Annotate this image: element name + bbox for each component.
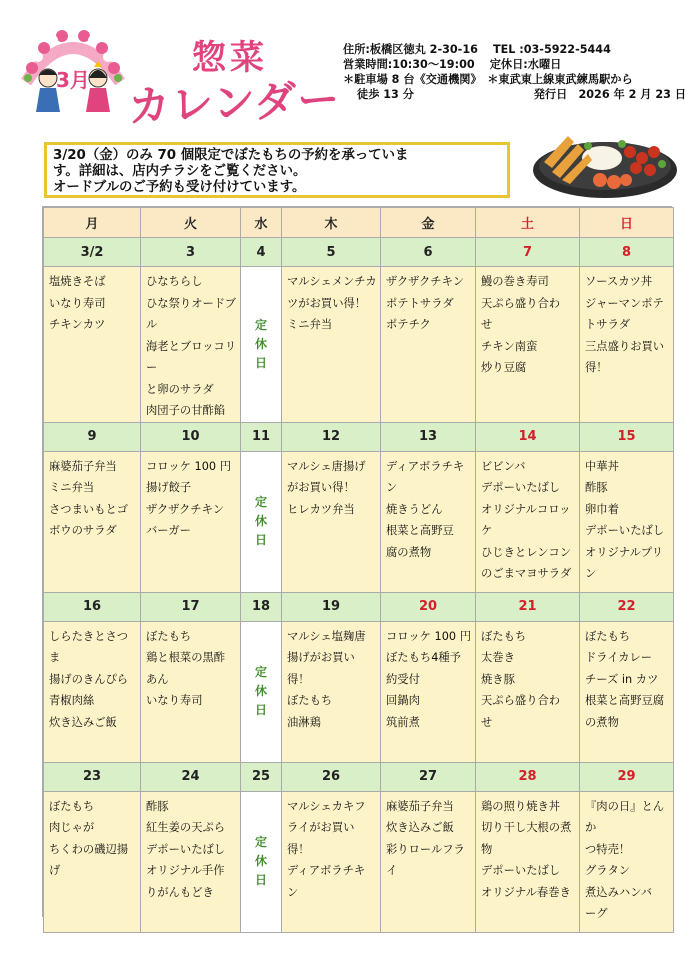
menu-item: ぼたもち: [481, 629, 527, 643]
menu-item: しらたきとさつま: [49, 629, 129, 664]
walk-line: [343, 87, 686, 102]
menu-item: 物: [481, 842, 493, 856]
date-number: 11: [241, 422, 282, 451]
menu-item: チーズ in カツ: [585, 672, 659, 686]
menu-item: がお買い得！: [287, 481, 355, 494]
date-number: 27: [381, 762, 476, 791]
menu-item: ザクザクチキン: [386, 275, 465, 288]
menu-cell: [476, 451, 580, 592]
date-number: 17: [141, 592, 241, 621]
menu-cell: [282, 621, 381, 762]
date-number: 19: [282, 592, 381, 621]
menu-item: ポテチク: [386, 318, 431, 331]
menu-item: つ特売！: [585, 842, 631, 856]
menu-item: 天ぷら盛り合わ: [481, 694, 561, 707]
menu-item: ひな祭りオードブ: [146, 296, 237, 310]
closed-day-label: 定休日: [254, 835, 267, 887]
menu-item: 肉じゃが: [49, 821, 95, 834]
menu-item: オリジナル手作: [146, 864, 225, 877]
menu-item: 天ぷら盛り合わ: [481, 296, 561, 310]
menu-item: 揚げのきんぴら: [49, 672, 129, 686]
weekday-tue: 火: [141, 208, 241, 238]
menu-cell: [282, 267, 381, 423]
menu-item: ひじきとレンコン: [481, 545, 572, 559]
menu-item: ぼたもち: [287, 694, 333, 707]
menu-cell: [44, 267, 141, 423]
menu-item: いなり寿司: [146, 694, 203, 707]
menu-item: オリジナルコロッ: [481, 502, 571, 516]
menu-item: 麻婆茄子弁当: [49, 459, 117, 473]
menu-item: あん: [146, 672, 169, 686]
menu-item: 三点盛りお買い: [585, 339, 665, 353]
menu-item: 回鍋肉: [386, 694, 420, 707]
menu-item: 腐の煮物: [386, 545, 432, 559]
menu-item: 煮込みハンバ: [585, 885, 652, 899]
calendar-body: [44, 238, 674, 933]
closed-day-cell: [241, 791, 282, 932]
notice-line: す。詳細は、店内チラシをご覧ください。: [53, 164, 307, 179]
date-number: 4: [241, 238, 282, 267]
menu-item: マルシェメンチカ: [287, 275, 377, 288]
menu-item: 青椒肉絲: [49, 694, 95, 707]
menu-item: ザクザクチキン: [146, 502, 225, 516]
menu-item: 酢豚: [585, 481, 608, 494]
menu-item: ドライカレー: [585, 651, 653, 664]
menu-item: ディアボラチキ: [386, 459, 465, 473]
weekday-header-row: [44, 208, 674, 238]
date-number: 13: [381, 422, 476, 451]
menu-cell: [44, 791, 141, 932]
menu-item: さつまいもとゴ: [49, 502, 129, 516]
menu-item: せ: [481, 318, 493, 331]
menu-cell: [476, 791, 580, 932]
menu-item: ル: [146, 318, 158, 331]
menu-item: ケ: [481, 524, 493, 537]
notice-line: 3/20（金）のみ 70 個限定でぼたもちの予約を承っていま: [53, 148, 409, 163]
date-row: [44, 592, 674, 621]
menu-item: ン: [287, 885, 299, 899]
menu-item: トサラダ: [585, 318, 631, 331]
menu-item: 鰻の巻き寿司: [481, 275, 549, 288]
menu-cell: [381, 791, 476, 932]
date-number: 3/2: [44, 238, 141, 267]
issue-date: 発行日 2026 年 2 月 23 日: [533, 88, 687, 101]
menu-cell: [141, 791, 241, 932]
menu-cell: [141, 451, 241, 592]
menu-item: げ: [49, 864, 61, 877]
menu-cell: [476, 267, 580, 423]
menu-item: デポーいたばし: [481, 864, 561, 877]
menu-row: [44, 267, 674, 423]
title-souzai: 惣菜: [192, 38, 268, 78]
menu-item: せ: [481, 715, 493, 729]
menu-item: ヒレカツ弁当: [287, 502, 355, 516]
menu-cell: [580, 621, 674, 762]
date-row: [44, 762, 674, 791]
date-number: 20: [381, 592, 476, 621]
closed-day-cell: [241, 451, 282, 592]
menu-item: マルシェ唐揚げ: [287, 459, 366, 473]
menu-item: 鶏と根菜の黒酢: [146, 651, 226, 664]
menu-item: デポーいたばし: [481, 481, 561, 494]
menu-item: 『肉の日』とんか: [585, 799, 665, 834]
menu-item: 根菜と高野豆腐: [585, 694, 665, 707]
menu-cell: [282, 791, 381, 932]
menu-cell: [381, 451, 476, 592]
menu-item: いなり寿司: [49, 296, 106, 310]
date-number: 14: [476, 422, 580, 451]
date-number: 5: [282, 238, 381, 267]
menu-item: ビビンバ: [481, 459, 526, 473]
weekday-fri: 金: [381, 208, 476, 238]
date-number: 12: [282, 422, 381, 451]
menu-item: 太巻き: [481, 651, 515, 664]
menu-cell: [282, 451, 381, 592]
menu-item: ツがお買い得！: [287, 296, 367, 310]
menu-item: コロッケ 100 円: [386, 629, 472, 643]
menu-cell: [476, 621, 580, 762]
closed-day-cell: [241, 621, 282, 762]
hors-doeuvre-platter-image: [530, 122, 680, 202]
menu-item: チキン南蛮: [481, 339, 538, 353]
menu-cell: [44, 621, 141, 762]
closed-day-label: 定休日: [254, 317, 267, 370]
menu-item: イ: [386, 864, 398, 877]
menu-item: ぼたもち: [49, 799, 95, 813]
menu-item: 炒り豆腐: [481, 361, 527, 374]
store-info: [343, 42, 686, 102]
closed-day-cell: [241, 267, 282, 423]
menu-item: 焼きうどん: [386, 502, 443, 516]
notice-line: オードブルのご予約も受け付けています。: [53, 180, 306, 195]
menu-item: りがんもどき: [146, 885, 214, 899]
date-number: 15: [580, 422, 674, 451]
menu-item: 肉団子の甘酢餡: [146, 404, 226, 417]
menu-item: ジャーマンポテ: [585, 296, 664, 310]
menu-item: デポーいたばし: [146, 842, 226, 856]
menu-item: ミニ弁当: [49, 481, 95, 494]
menu-item: 塩焼きそば: [49, 275, 106, 288]
menu-cell: [580, 267, 674, 423]
menu-item: 彩りロールフラ: [386, 842, 465, 856]
menu-item: 紅生姜の天ぷら: [146, 821, 226, 834]
hours-line: 営業時間:10:30～19:00 定休日:水曜日: [343, 58, 562, 71]
menu-item: ミニ弁当: [287, 318, 333, 331]
menu-item: ン: [386, 481, 398, 494]
menu-row: [44, 621, 674, 762]
menu-item: 炊き込みご飯: [386, 821, 454, 834]
date-row: [44, 422, 674, 451]
menu-item: マルシェカキフ: [287, 799, 366, 813]
menu-item: 中華丼: [585, 459, 619, 473]
date-number: 3: [141, 238, 241, 267]
walk-text: 徒歩 13 分: [357, 88, 414, 101]
date-number: 23: [44, 762, 141, 791]
menu-item: 筑前煮: [386, 715, 420, 729]
menu-cell: [580, 451, 674, 592]
menu-item: ポテトサラダ: [386, 296, 454, 310]
menu-item: と卵のサラダ: [146, 382, 214, 396]
closed-day-label: 定休日: [254, 665, 267, 717]
menu-cell: [381, 621, 476, 762]
menu-item: ボウのサラダ: [49, 524, 117, 537]
menu-item: ひなちらし: [146, 275, 203, 288]
menu-item: 炊き込みご飯: [49, 715, 117, 729]
menu-item: グラタン: [585, 864, 631, 877]
date-number: 28: [476, 762, 580, 791]
weekday-sun: 日: [580, 208, 674, 238]
menu-item: 約受付: [386, 672, 420, 686]
menu-item: 麻婆茄子弁当: [386, 799, 454, 813]
menu-item: 焼き豚: [481, 672, 515, 686]
menu-cell: [381, 267, 476, 423]
month-label: 3月: [56, 68, 90, 92]
menu-item: チキンカツ: [49, 318, 106, 331]
date-number: 9: [44, 422, 141, 451]
menu-cell: [580, 791, 674, 932]
menu-item: 得！: [287, 672, 310, 686]
date-number: 24: [141, 762, 241, 791]
date-number: 18: [241, 592, 282, 621]
date-number: 16: [44, 592, 141, 621]
menu-item: ライがお買い: [287, 821, 355, 834]
menu-item: 得！: [585, 361, 608, 374]
menu-item: 卵巾着: [585, 502, 619, 516]
menu-item: 酢豚: [146, 799, 169, 813]
menu-cell: [44, 451, 141, 592]
date-number: 7: [476, 238, 580, 267]
menu-item: ちくわの磯辺揚: [49, 842, 129, 856]
menu-item: ぼたもち: [585, 629, 631, 643]
menu-item: の煮物: [585, 715, 619, 729]
parking-line: ＊駐車場 8 台《交通機関》 ＊東武東上線東武練馬駅から: [343, 73, 633, 86]
menu-cell: [141, 621, 241, 762]
menu-item: ソースカツ丼: [585, 275, 653, 288]
menu-item: デポーいたばし: [585, 524, 665, 537]
menu-item: 揚げがお買い: [287, 651, 355, 664]
menu-item: 根菜と高野豆: [386, 524, 454, 537]
menu-item: ぼたもち4種予: [386, 651, 461, 664]
date-row: [44, 238, 674, 267]
menu-item: 海老とブロッコリー: [146, 339, 237, 374]
menu-row: [44, 451, 674, 592]
weekday-thu: 木: [282, 208, 381, 238]
menu-item: のごまマヨサラダ: [481, 567, 572, 580]
notice-box: [44, 142, 510, 198]
date-number: 29: [580, 762, 674, 791]
closed-day-label: 定休日: [254, 495, 267, 547]
title-calendar: カレンダー: [127, 74, 342, 131]
date-number: 26: [282, 762, 381, 791]
menu-item: バーガー: [146, 524, 191, 537]
weekday-mon: 月: [44, 208, 141, 238]
menu-calendar: [42, 206, 672, 920]
menu-item: 切り干し大根の煮: [481, 821, 572, 834]
weekday-sat: 土: [476, 208, 580, 238]
date-number: 25: [241, 762, 282, 791]
menu-cell: [141, 267, 241, 423]
menu-item: コロッケ 100 円: [146, 459, 232, 473]
menu-item: 得！: [287, 842, 310, 856]
menu-item: オリジナルプリン: [585, 545, 664, 580]
date-number: 10: [141, 422, 241, 451]
address-line: 住所:板橋区徳丸 2-30-16 TEL :03-5922-5444: [343, 43, 611, 56]
menu-item: オリジナル春巻き: [481, 885, 571, 899]
menu-item: 油淋鶏: [287, 715, 321, 729]
menu-row: [44, 791, 674, 932]
date-number: 8: [580, 238, 674, 267]
menu-item: ーグ: [585, 907, 608, 920]
menu-item: 揚げ餃子: [146, 481, 192, 494]
menu-item: ぼたもち: [146, 629, 192, 643]
date-number: 6: [381, 238, 476, 267]
hina-doll-logo: [18, 22, 128, 117]
menu-item: マルシェ塩麹唐: [287, 629, 366, 643]
calendar-table: [43, 207, 674, 933]
weekday-wed: 水: [241, 208, 282, 238]
menu-item: ディアボラチキ: [287, 864, 366, 877]
menu-item: 鶏の照り焼き丼: [481, 799, 561, 813]
date-number: 21: [476, 592, 580, 621]
date-number: 22: [580, 592, 674, 621]
